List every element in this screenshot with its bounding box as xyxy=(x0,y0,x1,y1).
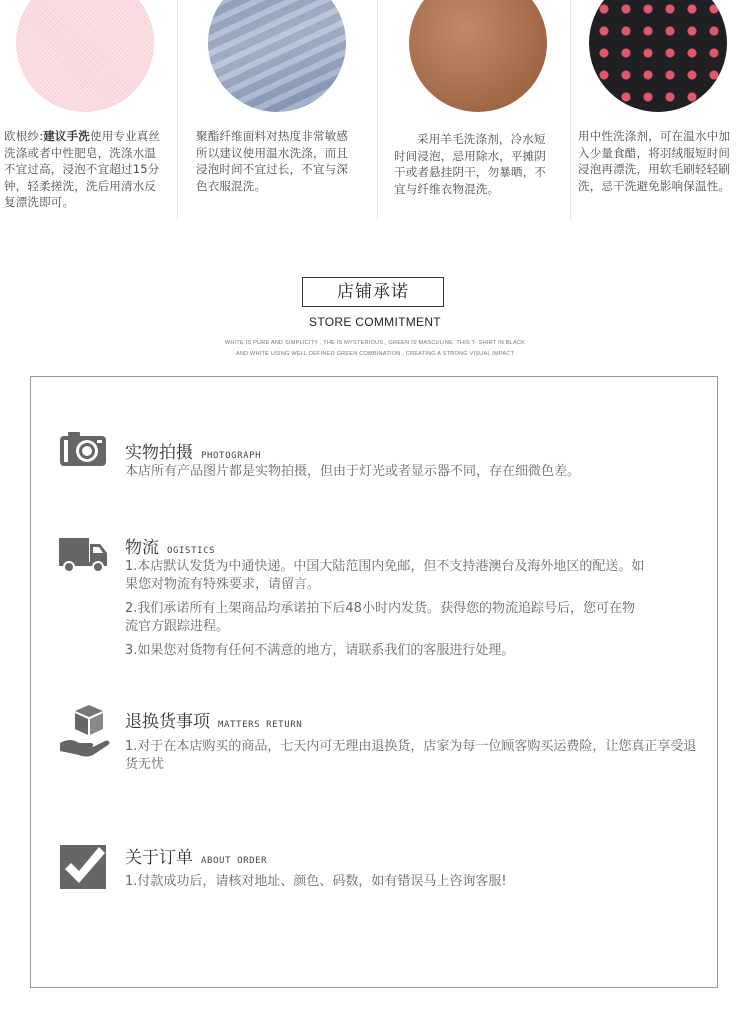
polka-dot-fabric-swatch xyxy=(589,0,727,112)
item-line: 本店所有产品图片都是实物拍摄，但由于灯光或者显示器不同，存在细微色差。 xyxy=(125,464,581,479)
item-body xyxy=(125,738,703,780)
heading-title-cn: 店铺承诺 xyxy=(315,281,431,303)
blue-polyester-fabric-swatch xyxy=(208,0,346,112)
care-text-down: 用中性洗涤剂，可在温水中加入少量食醋，将羽绒服短时间浸泡再漂洗，用软毛刷轻轻刷洗，忌干洗避免影响保温性。 xyxy=(578,129,731,193)
care-text-wool: 采用羊毛洗涤剂，冷水短时间浸泡，忌用除水，平摊阴干或者悬挂阴干，勿暴晒，不宜与纤维衣物混洗。 xyxy=(394,132,547,196)
care-text-organza: 欧根纱:建议手洗使用专业真丝洗涤或者中性肥皂，洗涤水温不宜过高，浸泡不宜超过15分钟，轻柔搓洗，洗后用清水反复漂洗即可。 xyxy=(4,129,161,209)
fabric-care-strip xyxy=(0,0,750,225)
care-column-wool xyxy=(378,0,570,220)
item-title-cn: 关于订单 xyxy=(125,848,193,868)
pink-mesh-fabric-swatch xyxy=(16,0,154,112)
item-line: 1.本店默认发货为中通快递。中国大陆范围内免邮，但不支持港澳台及海外地区的配送。如果您对物流有特殊要求，请留言。 xyxy=(125,559,645,592)
checkbox-check-icon xyxy=(59,843,109,889)
item-line: 2.我们承诺所有上架商品均承诺拍下后48小时内发货。获得您的物流追踪号后，您可在物流官方跟踪进程。 xyxy=(125,601,635,634)
care-column-polyester xyxy=(178,0,377,220)
heading-title-en: STORE COMMITMENT xyxy=(309,315,441,329)
item-line: 1.对于在本店购买的商品，七天内可无理由退换货，店家为每一位顾客购买运费险，让您真正享受退货无忧 xyxy=(125,739,697,772)
store-commitment-heading-box xyxy=(302,277,444,307)
delivery-truck-icon xyxy=(59,535,109,581)
camera-icon xyxy=(59,431,109,477)
item-title-en: PHOTOGRAPH xyxy=(201,451,262,461)
item-title xyxy=(125,438,261,463)
item-title xyxy=(125,843,267,868)
item-title-en: OGISTICS xyxy=(167,546,216,556)
item-title-en: MATTERS RETURN xyxy=(218,720,303,730)
item-line: 3.如果您对货物有任何不满意的地方，请联系我们的客服进行处理。 xyxy=(125,643,515,658)
heading-subtitle-line-2: AND WHITE USING WELL DEFINED GREEN COMBINATION , CREATING A STRONG VISUAL IMPACT xyxy=(235,351,515,357)
item-title-cn: 实物拍摄 xyxy=(125,443,193,463)
item-title xyxy=(125,533,215,558)
item-title-en: ABOUT ORDER xyxy=(201,856,268,866)
item-body xyxy=(125,558,645,666)
item-body xyxy=(125,873,705,897)
care-column-organza xyxy=(0,0,177,220)
care-text-polyester: 聚酯纤维面料对热度非常敏感所以建议使用温水洗涤，而且浸泡时间不宜过长，不宜与深色衣服混洗。 xyxy=(196,129,349,193)
brown-wool-fabric-swatch xyxy=(409,0,547,112)
commitment-panel xyxy=(30,376,718,988)
item-title-cn: 物流 xyxy=(125,538,159,558)
item-line: 1.付款成功后，请核对地址、颜色、码数，如有错误马上咨询客服! xyxy=(125,874,507,889)
return-box-hand-icon xyxy=(59,703,109,749)
item-title xyxy=(125,707,302,732)
item-body xyxy=(125,463,705,487)
heading-subtitle-line-1: WHITE IS PURE AND SIMPLICITY , THE IS MYSTERIOUS , GREEN IS MASCULINE. THIS T- SHIRT IN BLACK xyxy=(224,340,526,346)
care-column-down xyxy=(571,0,750,220)
item-title-cn: 退换货事项 xyxy=(125,712,210,732)
